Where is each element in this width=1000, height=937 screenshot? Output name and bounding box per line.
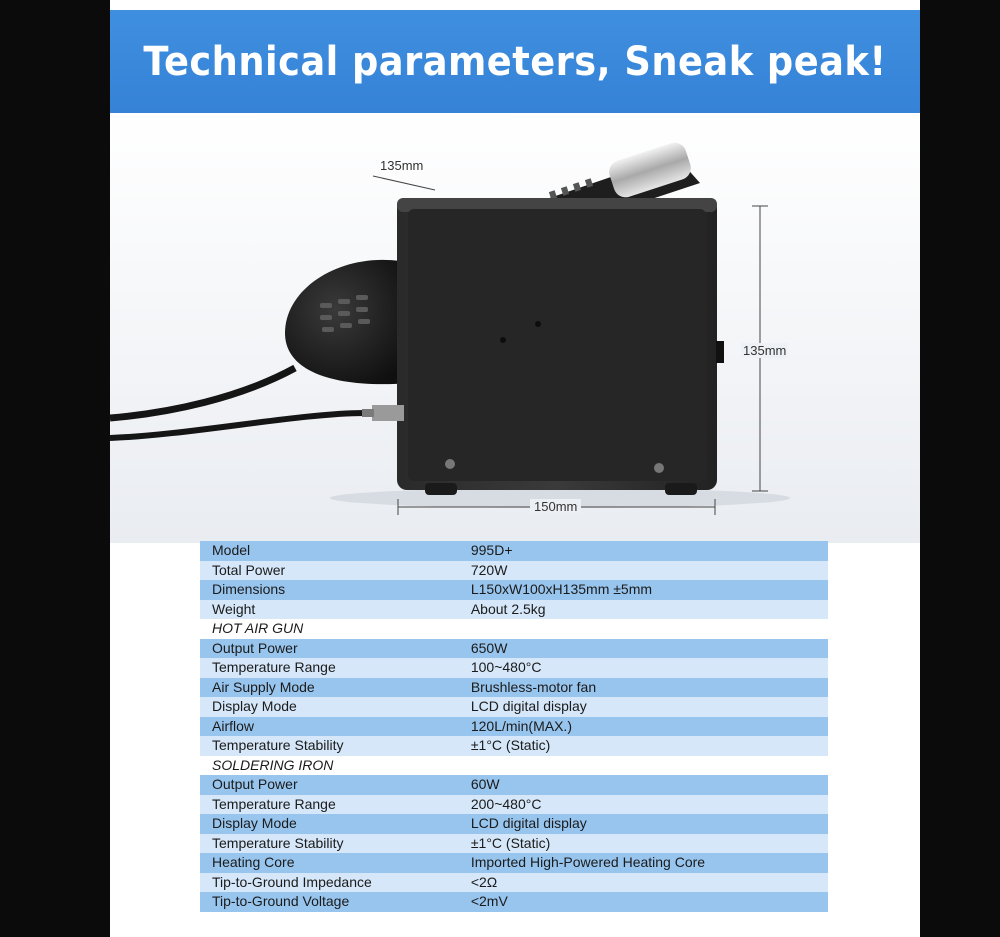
spec-label: Display Mode (200, 814, 457, 834)
spec-label: Tip-to-Ground Voltage (200, 892, 457, 912)
spec-section-title: SOLDERING IRON (200, 756, 457, 776)
spec-label: Airflow (200, 717, 457, 737)
spec-value: LCD digital display (457, 814, 828, 834)
spec-label: Weight (200, 600, 457, 620)
spec-row (200, 814, 828, 834)
spec-row (200, 834, 828, 854)
product-photo-area (110, 113, 920, 543)
spec-label: Dimensions (200, 580, 457, 600)
spec-label: Temperature Range (200, 795, 457, 815)
spec-label: Output Power (200, 775, 457, 795)
width-label: 150mm (530, 499, 581, 514)
spec-label: Display Mode (200, 697, 457, 717)
depth-label: 135mm (380, 158, 424, 173)
spec-value: 60W (457, 775, 828, 795)
spec-row (200, 736, 828, 756)
spec-value: <2mV (457, 892, 828, 912)
spec-row (200, 658, 828, 678)
spec-value: Brushless-motor fan (457, 678, 828, 698)
spec-section-row (200, 756, 828, 776)
spec-label: Temperature Range (200, 658, 457, 678)
soldering-station-illustration (110, 113, 920, 543)
spec-row (200, 561, 828, 581)
spec-label: Temperature Stability (200, 834, 457, 854)
spec-table (200, 541, 828, 912)
spec-row (200, 697, 828, 717)
spec-row (200, 600, 828, 620)
spec-label: Output Power (200, 639, 457, 659)
spec-row (200, 853, 828, 873)
title-banner (110, 10, 920, 113)
spec-row (200, 580, 828, 600)
spec-label: Air Supply Mode (200, 678, 457, 698)
spec-value: Imported High-Powered Heating Core (457, 853, 828, 873)
spec-value: <2Ω (457, 873, 828, 893)
spec-label: Heating Core (200, 853, 457, 873)
spec-value: ±1°C (Static) (457, 834, 828, 854)
spec-value: 100~480°C (457, 658, 828, 678)
spec-row (200, 892, 828, 912)
spec-label: Tip-to-Ground Impedance (200, 873, 457, 893)
spec-section-row (200, 619, 828, 639)
spec-value: 720W (457, 561, 828, 581)
spec-row (200, 873, 828, 893)
spec-row (200, 775, 828, 795)
spec-label: Temperature Stability (200, 736, 457, 756)
spec-value: L150xW100xH135mm ±5mm (457, 580, 828, 600)
spec-value: 120L/min(MAX.) (457, 717, 828, 737)
spec-section-title: HOT AIR GUN (200, 619, 457, 639)
height-label: 135mm (743, 343, 787, 358)
spec-value: 650W (457, 639, 828, 659)
spec-value (457, 756, 828, 776)
spec-row (200, 717, 828, 737)
spec-value: 995D+ (457, 541, 828, 561)
spec-table-body (200, 541, 828, 912)
spec-label: Model (200, 541, 457, 561)
spec-value (457, 619, 828, 639)
product-panel (110, 0, 920, 937)
spec-label: Total Power (200, 561, 457, 581)
spec-row (200, 795, 828, 815)
spec-value: 200~480°C (457, 795, 828, 815)
spec-value: LCD digital display (457, 697, 828, 717)
spec-row (200, 678, 828, 698)
spec-value: ±1°C (Static) (457, 736, 828, 756)
spec-row (200, 541, 828, 561)
spec-row (200, 639, 828, 659)
spec-value: About 2.5kg (457, 600, 828, 620)
banner-title: Technical parameters, Sneak peak! (143, 38, 887, 85)
